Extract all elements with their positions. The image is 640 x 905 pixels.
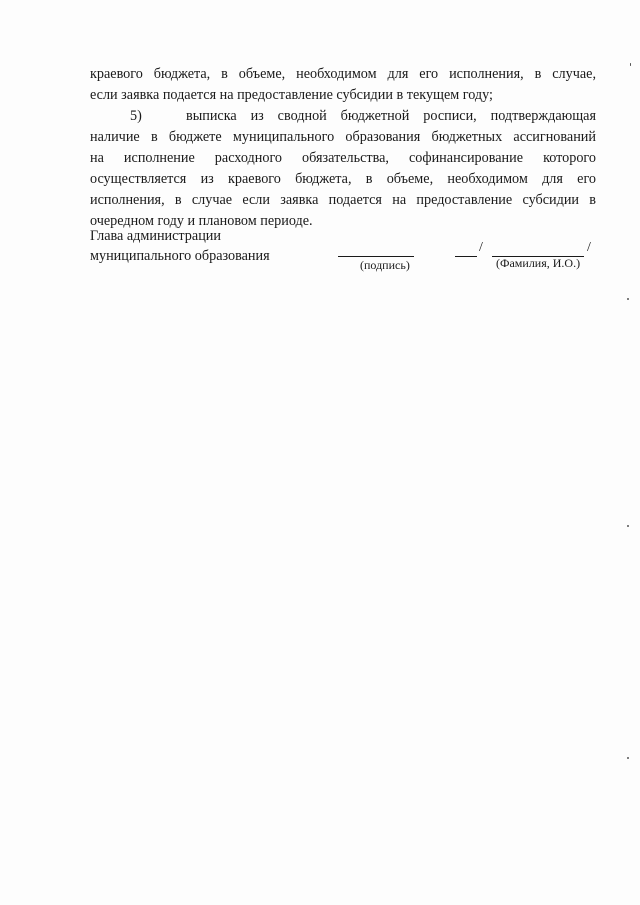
- signature-blank: [338, 256, 414, 257]
- text-line: краевого бюджета, в объеме, необходимом для его исполнения, в случае,: [90, 66, 596, 82]
- name-prefix-blank: [455, 256, 477, 257]
- slash-separator: /: [479, 240, 483, 255]
- paragraph-item-5: [90, 106, 596, 232]
- position-line: Глава администрации: [90, 228, 221, 244]
- text-line: на исполнение расходного обязательства, софинансирование которого: [90, 150, 596, 166]
- scan-speck: [627, 757, 629, 759]
- scan-speck: [627, 298, 629, 300]
- text-line: осуществляется из краевого бюджета, в объеме, необходимом для его: [90, 171, 596, 187]
- text-line: [90, 106, 596, 127]
- item-first-line: выписка из сводной бюджетной росписи, подтверждающая: [186, 108, 596, 124]
- document-body: [90, 64, 596, 232]
- text-line: наличие в бюджете муниципального образования бюджетных ассигнований: [90, 129, 596, 145]
- text-line: если заявка подается на предоставление субсидии в текущем году;: [90, 87, 493, 103]
- signatory-position: [90, 226, 270, 266]
- text-line: очередном году и плановом периоде.: [90, 213, 313, 229]
- paragraph-continuation: [90, 64, 596, 106]
- text-line: исполнения, в случае если заявка подается на предоставление субсидии в: [90, 192, 596, 208]
- name-caption: (Фамилия, И.О.): [496, 256, 581, 270]
- item-number: 5): [130, 108, 142, 124]
- signature-caption: (подпись): [360, 258, 410, 272]
- scan-speck: [627, 525, 629, 527]
- scan-speck: [630, 63, 631, 66]
- slash-separator: /: [587, 240, 591, 255]
- position-line: муниципального образования: [90, 248, 270, 264]
